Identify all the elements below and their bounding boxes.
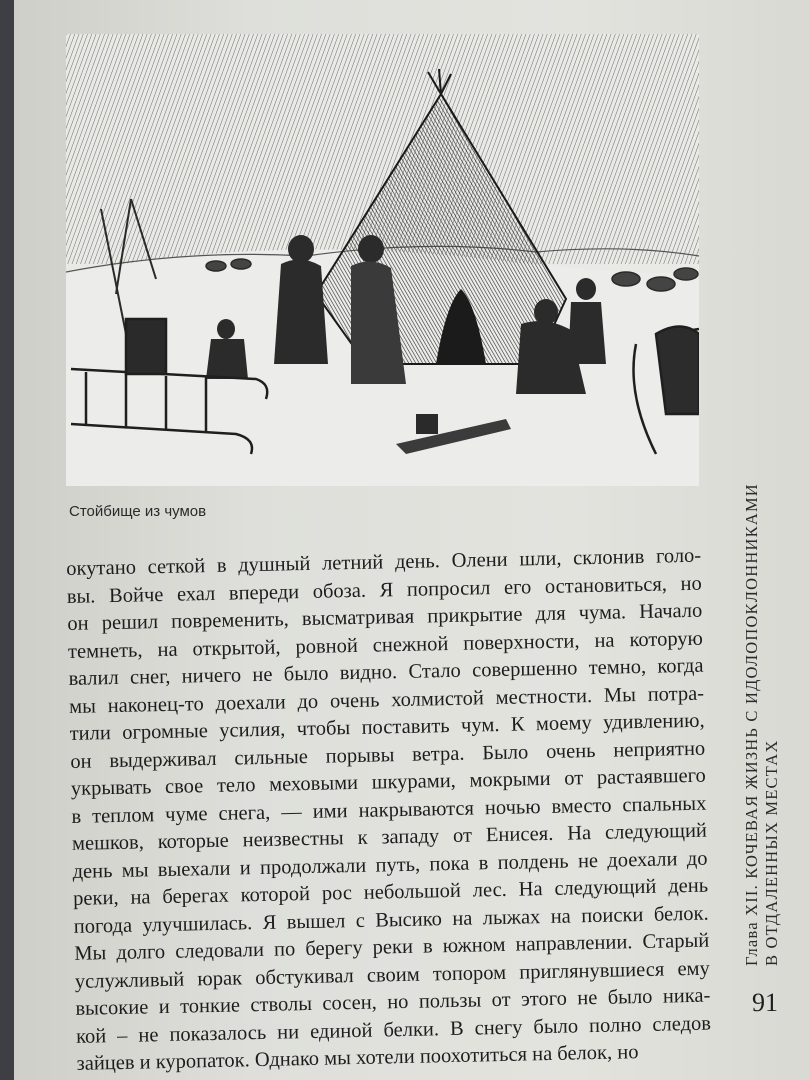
text-line: укрывать свое тело меховыми шкурами, мокрыми от растаявшего	[70, 764, 706, 800]
book-page	[14, 0, 810, 1080]
text-line: тили огромные усилия, чтобы поставить чум. К моему удивлению,	[69, 709, 705, 745]
text-line: мешков, которые неизвестны к западу от Енисея. На следующий	[71, 819, 708, 855]
text-line: Мы долго следовали по берегу реки в южном направлении. Старый	[74, 929, 710, 965]
text-line: мы наконец-то доехали до очень холмистой местности. Мы потра-	[68, 682, 705, 718]
text-line: он выдерживал сильные порывы ветра. Было очень неприятно	[70, 737, 706, 773]
text-line: услужливый юрак обстукивал своим топором приглянувшиеся ему	[74, 957, 711, 993]
text-line: темнеть, на открытой, ровной снежной поверхности, на которую	[67, 627, 704, 663]
text-line: день мы выехали и продолжали путь, пока в полдень не доехали до	[72, 847, 708, 883]
running-head	[742, 396, 782, 966]
text-line: зайцев и куропаток. Однако мы хотели поохотиться на белок, но	[76, 1041, 639, 1075]
running-head-chapter: Глава XII. КОЧЕВАЯ ЖИЗНЬ С ИДОЛОПОКЛОННИКАМИ	[742, 483, 761, 966]
text-line: погода улучшилась. Я вышел с Высико на лыжах на поиски белок.	[73, 902, 709, 938]
text-line: окутано сеткой в душный летний день. Олени шли, склонив голо-	[66, 544, 702, 580]
figure-caption: Стойбище из чумов	[69, 503, 207, 520]
text-line: реки, на берегах которой рос небольшой лес. На следующий день	[72, 874, 709, 910]
text-line: кой – не показалось ни единой белки. В снегу было полно следов	[75, 1012, 712, 1048]
page-number: 91	[752, 988, 778, 1017]
text-line: высокие и тонкие стволы сосен, но пользы от этого не было ника-	[75, 984, 711, 1020]
text-line: валил снег, ничего не было видно. Стало совершенно темно, когда	[68, 654, 704, 690]
engraving-illustration	[66, 34, 699, 486]
running-head-subtitle: В ОТДАЛЕННЫХ МЕСТАХ	[762, 739, 781, 966]
text-line: вы. Войче ехал впереди обоза. Я попросил его остановиться, но	[66, 572, 702, 608]
body-text	[66, 543, 712, 1079]
text-line: в теплом чуме снега, — ими накрываются ночью вместо спальных	[71, 792, 707, 828]
text-line: он решил повременить, высматривая прикрытие для чума. Начало	[67, 599, 703, 635]
